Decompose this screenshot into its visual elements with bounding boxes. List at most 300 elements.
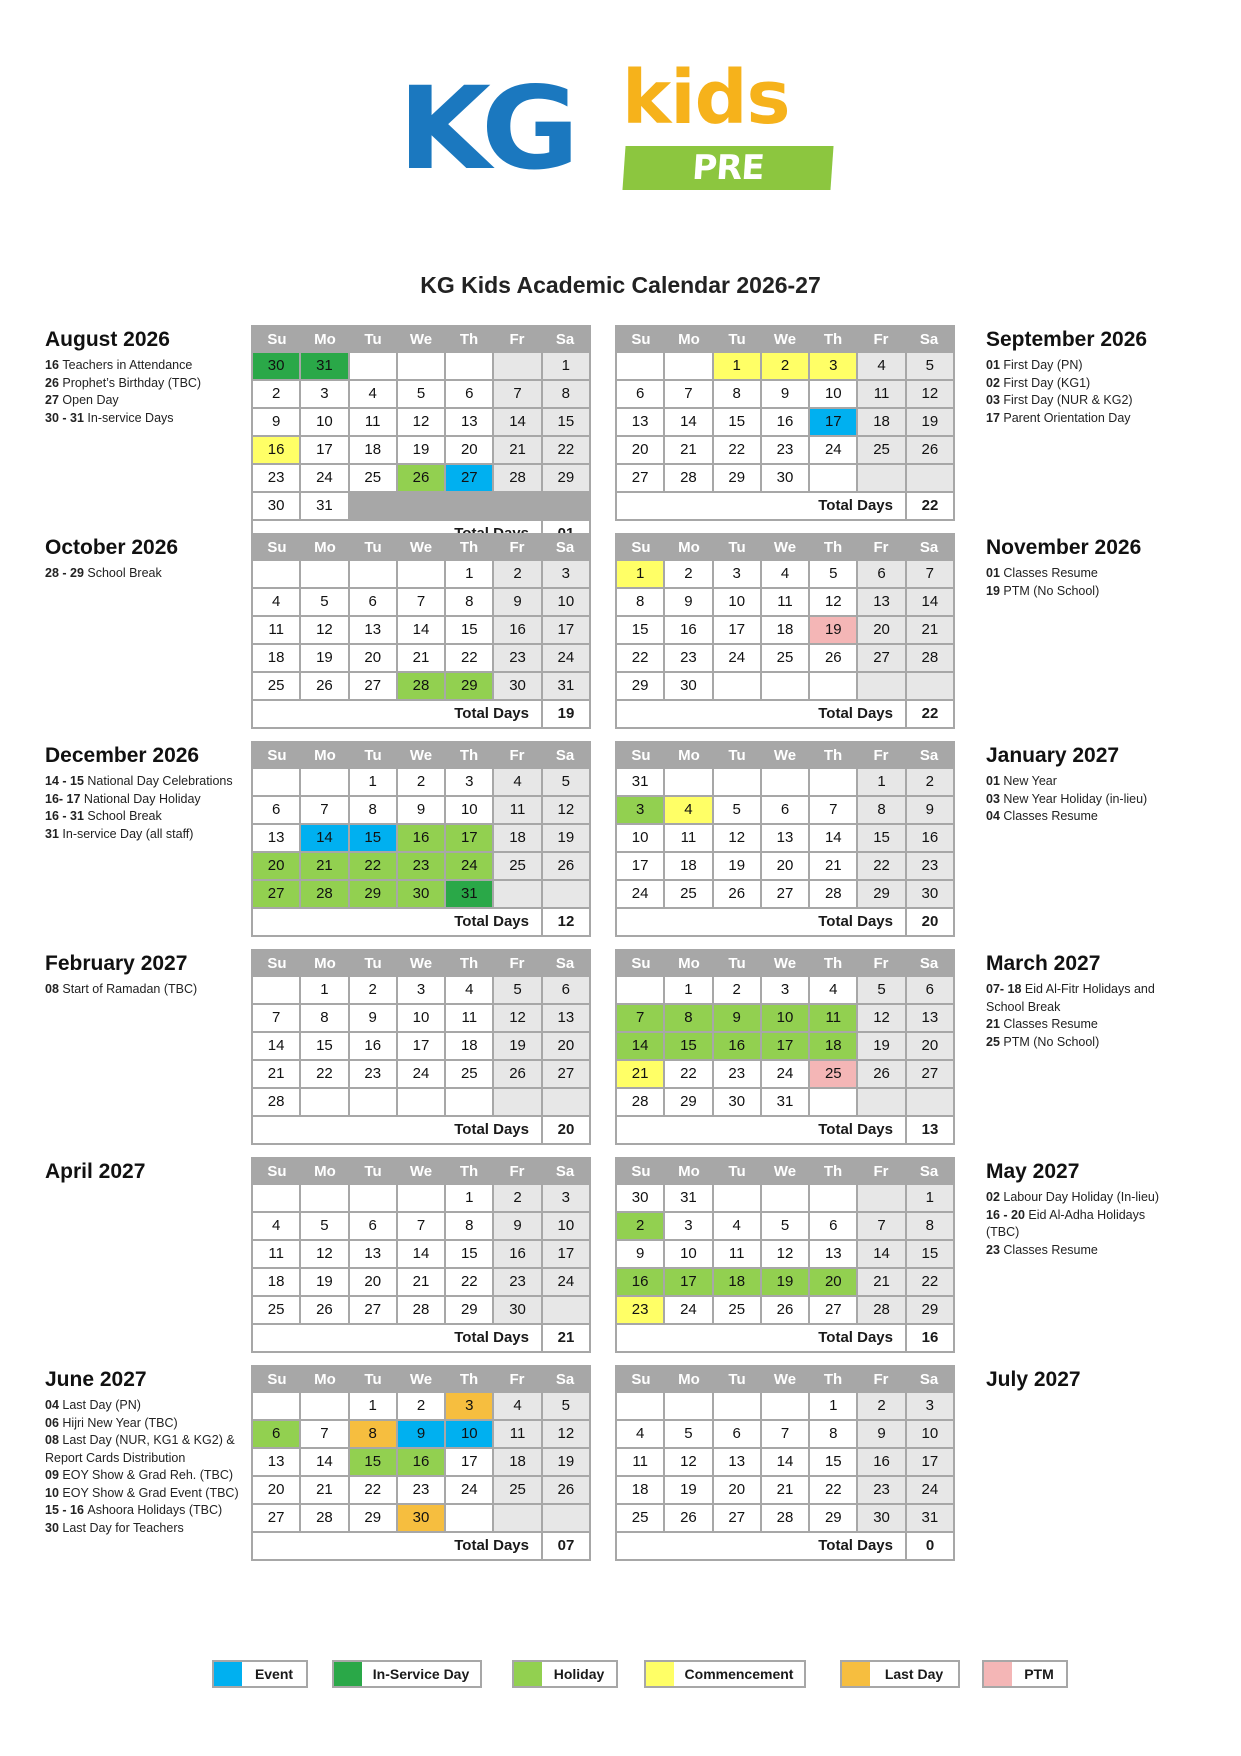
note-text: In-service Day (all staff) xyxy=(62,826,194,841)
day-cell: 26 xyxy=(398,465,444,491)
total-days-value: 16 xyxy=(907,1325,953,1351)
day-cell: 24 xyxy=(446,853,492,879)
day-cell: 3 xyxy=(907,1393,953,1419)
day-cell: 11 xyxy=(253,1241,299,1267)
weekday-label: Su xyxy=(267,1371,287,1388)
day-cell: 5 xyxy=(494,977,540,1003)
day-cell: 19 xyxy=(762,1269,808,1295)
day-cell: 9 xyxy=(617,1241,663,1267)
day-cell: 8 xyxy=(907,1213,953,1239)
weekday-label: Fr xyxy=(873,539,889,556)
total-days-row xyxy=(253,1117,589,1143)
total-days-value: 21 xyxy=(543,1325,589,1351)
total-days-label: Total Days xyxy=(617,1325,905,1351)
note-line xyxy=(45,808,257,826)
month-title: October 2026 xyxy=(45,536,179,559)
weekday-label: Th xyxy=(459,1371,479,1388)
note-line xyxy=(45,826,257,844)
day-cell: 9 xyxy=(494,1213,540,1239)
day-cell: 13 xyxy=(253,1449,299,1475)
day-cell: 9 xyxy=(398,1421,444,1447)
day-cell xyxy=(810,769,856,795)
day-cell: 6 xyxy=(858,561,904,587)
day-cell xyxy=(494,881,540,907)
note-date: 01 xyxy=(986,774,1004,788)
day-cell: 24 xyxy=(665,1297,711,1323)
day-cell: 29 xyxy=(543,465,589,491)
day-cell: 9 xyxy=(398,797,444,823)
day-cell: 2 xyxy=(762,353,808,379)
weekday-header xyxy=(617,327,953,353)
day-cell: 12 xyxy=(301,617,347,643)
day-cell: 7 xyxy=(301,1421,347,1447)
day-cell: 26 xyxy=(301,673,347,699)
note-text: Hijri New Year (TBC) xyxy=(62,1415,178,1430)
day-cell: 13 xyxy=(446,409,492,435)
day-cell: 24 xyxy=(543,645,589,671)
day-cell: 20 xyxy=(810,1269,856,1295)
note-text: PTM (No School) xyxy=(1003,1034,1100,1049)
note-line xyxy=(45,410,257,428)
note-date: 15 - 16 xyxy=(45,1503,88,1517)
logo-preschool-text: PRE SCHOOL xyxy=(622,146,833,190)
weekday-label: Tu xyxy=(728,1371,746,1388)
day-cell: 31 xyxy=(301,353,347,379)
day-cell: 15 xyxy=(907,1241,953,1267)
total-days-label: Total Days xyxy=(617,1117,905,1143)
day-cell: 14 xyxy=(494,409,540,435)
day-cell: 6 xyxy=(810,1213,856,1239)
day-cell: 23 xyxy=(494,645,540,671)
legend-label: Commencement xyxy=(684,1666,794,1682)
day-cell: 22 xyxy=(543,437,589,463)
total-days-row xyxy=(253,909,589,935)
day-cell: 18 xyxy=(810,1033,856,1059)
day-cell: 8 xyxy=(810,1421,856,1447)
day-cell: 23 xyxy=(858,1477,904,1503)
day-cell: 28 xyxy=(907,645,953,671)
day-cell: 11 xyxy=(446,1005,492,1031)
weekday-label: Tu xyxy=(364,955,382,972)
day-cell: 8 xyxy=(665,1005,711,1031)
note-date: 03 xyxy=(986,791,1004,806)
month-title: March 2027 xyxy=(986,952,1101,975)
day-cell: 15 xyxy=(301,1033,347,1059)
day-cell: 27 xyxy=(350,1297,396,1323)
day-cell: 11 xyxy=(494,797,540,823)
weekday-header xyxy=(253,327,589,353)
day-cell: 11 xyxy=(617,1449,663,1475)
day-cell xyxy=(617,353,663,379)
weekday-label: Th xyxy=(459,539,479,556)
day-cell: 11 xyxy=(350,409,396,435)
day-cell: 9 xyxy=(858,1421,904,1447)
weekday-label: Th xyxy=(823,955,843,972)
note-line xyxy=(986,1189,1198,1207)
day-cell: 20 xyxy=(253,853,299,879)
day-cell xyxy=(858,465,904,491)
day-cell: 10 xyxy=(446,1421,492,1447)
note-line xyxy=(45,392,257,410)
day-cell: 4 xyxy=(714,1213,760,1239)
day-cell: 7 xyxy=(494,381,540,407)
note-line xyxy=(45,565,257,583)
day-cell: 10 xyxy=(398,1005,444,1031)
legend-label: Event xyxy=(254,1666,294,1682)
day-cell: 20 xyxy=(253,1477,299,1503)
day-cell: 5 xyxy=(543,1393,589,1419)
month-notes xyxy=(986,327,1198,427)
day-cell: 21 xyxy=(617,1061,663,1087)
day-cell: 20 xyxy=(543,1033,589,1059)
note-text: Eid Al-Adha Holidays (TBC) xyxy=(986,1207,1146,1239)
day-cell: 18 xyxy=(617,1477,663,1503)
day-cell: 26 xyxy=(665,1505,711,1531)
weekday-label: We xyxy=(409,1163,433,1180)
month-notes xyxy=(45,743,257,843)
day-cell: 15 xyxy=(714,409,760,435)
month-calendar xyxy=(615,1365,955,1561)
day-cell: 5 xyxy=(907,353,953,379)
day-cell: 21 xyxy=(762,1477,808,1503)
day-cell: 26 xyxy=(762,1297,808,1323)
legend-swatch xyxy=(842,1662,870,1686)
day-cell xyxy=(543,881,589,907)
day-cell xyxy=(714,1393,760,1419)
day-cell: 8 xyxy=(858,797,904,823)
day-cell: 12 xyxy=(907,381,953,407)
day-cell: 1 xyxy=(907,1185,953,1211)
note-text: First Day (PN) xyxy=(1003,358,1083,372)
day-cell xyxy=(907,465,953,491)
day-cell: 6 xyxy=(543,977,589,1003)
day-cell: 25 xyxy=(253,673,299,699)
day-cell: 21 xyxy=(907,617,953,643)
total-days-label: Total Days xyxy=(253,701,541,727)
day-cell: 22 xyxy=(617,645,663,671)
note-date: 06 xyxy=(45,1415,63,1430)
day-cell xyxy=(398,561,444,587)
day-cell: 2 xyxy=(714,977,760,1003)
day-cell: 29 xyxy=(446,673,492,699)
weekday-label: Su xyxy=(267,331,287,348)
weekday-label: We xyxy=(773,1163,797,1180)
day-cell: 24 xyxy=(714,645,760,671)
total-days-label: Total Days xyxy=(253,1533,541,1559)
day-cell: 21 xyxy=(253,1061,299,1087)
weekday-label: Tu xyxy=(364,539,382,556)
total-days-label: Total Days xyxy=(253,1325,541,1351)
day-cell: 5 xyxy=(543,769,589,795)
weekday-label: We xyxy=(409,539,433,556)
weekday-label: We xyxy=(409,955,433,972)
day-cell: 16 xyxy=(253,437,299,463)
day-cell: 2 xyxy=(907,769,953,795)
day-cell: 3 xyxy=(446,769,492,795)
note-line xyxy=(986,357,1198,375)
day-cell: 16 xyxy=(665,617,711,643)
note-line xyxy=(986,583,1198,601)
day-cell: 7 xyxy=(301,797,347,823)
day-cell: 27 xyxy=(762,881,808,907)
day-cell: 14 xyxy=(665,409,711,435)
day-cell: 5 xyxy=(762,1213,808,1239)
note-date: 31 xyxy=(45,826,63,841)
day-cell: 31 xyxy=(301,493,347,519)
day-cell: 20 xyxy=(350,1269,396,1295)
note-text: Start of Ramadan (TBC) xyxy=(62,982,198,996)
day-cell: 21 xyxy=(301,853,347,879)
note-line xyxy=(45,357,257,375)
day-cell xyxy=(301,1393,347,1419)
day-cell: 27 xyxy=(253,881,299,907)
day-cell: 14 xyxy=(398,617,444,643)
day-cell xyxy=(762,673,808,699)
note-date: 16 - 20 xyxy=(986,1207,1029,1222)
weekday-label: Sa xyxy=(919,747,939,764)
note-line xyxy=(986,565,1198,583)
month-calendar xyxy=(251,949,591,1145)
logo-kids-text: kids xyxy=(622,55,790,141)
day-cell: 6 xyxy=(617,381,663,407)
note-date: 08 xyxy=(45,1433,63,1447)
day-cell: 4 xyxy=(665,797,711,823)
note-line xyxy=(986,375,1198,393)
day-cell: 6 xyxy=(446,381,492,407)
day-cell: 28 xyxy=(810,881,856,907)
month-title: June 2027 xyxy=(45,1368,147,1391)
weekday-label: Sa xyxy=(919,955,939,972)
day-cell: 28 xyxy=(617,1089,663,1115)
month-notes xyxy=(986,535,1198,600)
day-cell: 11 xyxy=(665,825,711,851)
day-cell: 15 xyxy=(350,825,396,851)
note-text: In-service Days xyxy=(87,410,174,425)
day-cell: 7 xyxy=(398,1213,444,1239)
day-cell: 4 xyxy=(810,977,856,1003)
note-date: 21 xyxy=(986,1017,1004,1031)
day-cell xyxy=(253,1185,299,1211)
day-cell: 17 xyxy=(398,1033,444,1059)
day-cell xyxy=(665,769,711,795)
day-cell: 28 xyxy=(494,465,540,491)
day-cell: 3 xyxy=(446,1393,492,1419)
total-days-row xyxy=(617,1533,953,1559)
day-cell: 19 xyxy=(810,617,856,643)
day-cell: 10 xyxy=(810,381,856,407)
day-cell: 17 xyxy=(446,825,492,851)
day-cell: 29 xyxy=(714,465,760,491)
day-cell: 30 xyxy=(907,881,953,907)
day-cell: 18 xyxy=(494,1449,540,1475)
weekday-header xyxy=(253,743,589,769)
day-cell: 7 xyxy=(907,561,953,587)
day-cell: 2 xyxy=(494,561,540,587)
weekday-header xyxy=(617,951,953,977)
day-cell: 5 xyxy=(301,589,347,615)
month-title: February 2027 xyxy=(45,952,188,975)
day-cell: 14 xyxy=(617,1033,663,1059)
day-cell: 11 xyxy=(253,617,299,643)
total-days-value: 07 xyxy=(543,1533,589,1559)
day-cell: 10 xyxy=(617,825,663,851)
weekday-label: Mo xyxy=(314,331,336,348)
day-cell: 23 xyxy=(714,1061,760,1087)
day-cell: 3 xyxy=(617,797,663,823)
month-title: May 2027 xyxy=(986,1160,1080,1183)
weekday-label: Mo xyxy=(314,1371,336,1388)
day-cell: 13 xyxy=(350,617,396,643)
day-cell: 10 xyxy=(543,1213,589,1239)
month-title: April 2027 xyxy=(45,1160,146,1183)
day-cell: 25 xyxy=(494,853,540,879)
weekday-label: We xyxy=(409,1371,433,1388)
note-line xyxy=(45,1502,257,1520)
total-days-row xyxy=(617,909,953,935)
note-line xyxy=(45,1467,257,1485)
day-cell: 28 xyxy=(301,881,347,907)
day-cell: 5 xyxy=(858,977,904,1003)
day-cell: 23 xyxy=(398,1477,444,1503)
day-cell: 25 xyxy=(494,1477,540,1503)
note-text: Parent Orientation Day xyxy=(1003,410,1131,425)
day-cell: 26 xyxy=(494,1061,540,1087)
day-cell: 2 xyxy=(858,1393,904,1419)
note-date: 17 xyxy=(986,410,1004,425)
day-cell: 18 xyxy=(714,1269,760,1295)
weekday-label: Su xyxy=(631,955,651,972)
note-text: First Day (NUR & KG2) xyxy=(1003,393,1133,407)
day-cell: 2 xyxy=(398,1393,444,1419)
day-cell: 27 xyxy=(858,645,904,671)
day-grid xyxy=(617,1185,953,1323)
day-cell xyxy=(446,1505,492,1531)
note-date: 26 xyxy=(45,375,63,390)
weekday-label: Th xyxy=(459,955,479,972)
day-cell: 16 xyxy=(494,1241,540,1267)
day-cell: 7 xyxy=(762,1421,808,1447)
day-cell: 14 xyxy=(858,1241,904,1267)
day-cell: 19 xyxy=(907,409,953,435)
day-cell: 12 xyxy=(543,1421,589,1447)
weekday-label: Th xyxy=(823,539,843,556)
day-cell: 22 xyxy=(301,1061,347,1087)
day-cell: 15 xyxy=(858,825,904,851)
legend-swatch xyxy=(334,1662,362,1686)
legend-item xyxy=(644,1660,806,1688)
day-cell: 21 xyxy=(398,645,444,671)
weekday-label: Fr xyxy=(509,331,525,348)
day-cell: 24 xyxy=(762,1061,808,1087)
day-cell: 21 xyxy=(398,1269,444,1295)
total-days-row xyxy=(617,1325,953,1351)
day-grid xyxy=(253,1393,589,1531)
legend-swatch xyxy=(984,1662,1012,1686)
note-text: Last Day (NUR, KG1 & KG2) & Report Cards Distribution xyxy=(45,1433,235,1465)
day-cell: 23 xyxy=(350,1061,396,1087)
day-cell: 27 xyxy=(350,673,396,699)
month-notes xyxy=(45,1159,257,1189)
day-cell: 7 xyxy=(810,797,856,823)
day-cell xyxy=(858,1185,904,1211)
note-line xyxy=(986,981,1198,1016)
day-cell: 10 xyxy=(543,589,589,615)
month-notes xyxy=(45,535,257,583)
note-line xyxy=(986,392,1198,410)
day-cell: 9 xyxy=(494,589,540,615)
note-date: 01 xyxy=(986,566,1004,580)
day-cell: 4 xyxy=(350,381,396,407)
day-cell: 27 xyxy=(253,1505,299,1531)
day-cell: 26 xyxy=(907,437,953,463)
day-cell: 19 xyxy=(494,1033,540,1059)
note-date: 01 xyxy=(986,358,1004,372)
day-cell: 24 xyxy=(398,1061,444,1087)
day-cell: 30 xyxy=(665,673,711,699)
month-calendar xyxy=(615,741,955,937)
total-days-value: 19 xyxy=(543,701,589,727)
day-cell: 19 xyxy=(301,645,347,671)
weekday-label: Tu xyxy=(728,539,746,556)
day-cell: 30 xyxy=(253,493,299,519)
weekday-header xyxy=(617,1159,953,1185)
day-cell: 16 xyxy=(350,1033,396,1059)
day-cell xyxy=(543,1089,589,1115)
day-cell xyxy=(494,1505,540,1531)
day-cell: 22 xyxy=(665,1061,711,1087)
day-cell: 6 xyxy=(350,589,396,615)
day-cell: 6 xyxy=(253,797,299,823)
weekday-label: Su xyxy=(631,1371,651,1388)
day-cell xyxy=(301,561,347,587)
day-cell: 4 xyxy=(446,977,492,1003)
note-line xyxy=(45,773,257,791)
note-date: 16- 17 xyxy=(45,791,84,806)
day-cell: 12 xyxy=(858,1005,904,1031)
day-cell: 16 xyxy=(714,1033,760,1059)
day-cell: 14 xyxy=(398,1241,444,1267)
note-text: School Break xyxy=(87,809,162,823)
weekday-label: Sa xyxy=(555,747,575,764)
day-cell: 4 xyxy=(762,561,808,587)
weekday-label: Th xyxy=(459,747,479,764)
day-cell: 9 xyxy=(350,1005,396,1031)
day-cell: 25 xyxy=(714,1297,760,1323)
day-cell: 3 xyxy=(398,977,444,1003)
day-cell xyxy=(253,769,299,795)
day-cell: 22 xyxy=(350,1477,396,1503)
day-cell xyxy=(398,1185,444,1211)
day-cell: 29 xyxy=(858,881,904,907)
month-calendar xyxy=(251,1365,591,1561)
note-text: Classes Resume xyxy=(1003,1017,1098,1031)
weekday-label: Sa xyxy=(555,539,575,556)
day-cell: 22 xyxy=(714,437,760,463)
weekday-label: Su xyxy=(267,955,287,972)
total-days-label: Total Days xyxy=(617,1533,905,1559)
weekday-label: Su xyxy=(631,1163,651,1180)
note-date: 10 xyxy=(45,1485,63,1500)
total-days-label: Total Days xyxy=(253,1117,541,1143)
note-text: Last Day (PN) xyxy=(62,1398,141,1412)
day-cell: 17 xyxy=(762,1033,808,1059)
day-cell: 2 xyxy=(350,977,396,1003)
day-cell: 21 xyxy=(301,1477,347,1503)
note-date: 02 xyxy=(986,1190,1004,1204)
day-cell: 3 xyxy=(543,1185,589,1211)
day-cell: 24 xyxy=(810,437,856,463)
day-cell: 17 xyxy=(810,409,856,435)
